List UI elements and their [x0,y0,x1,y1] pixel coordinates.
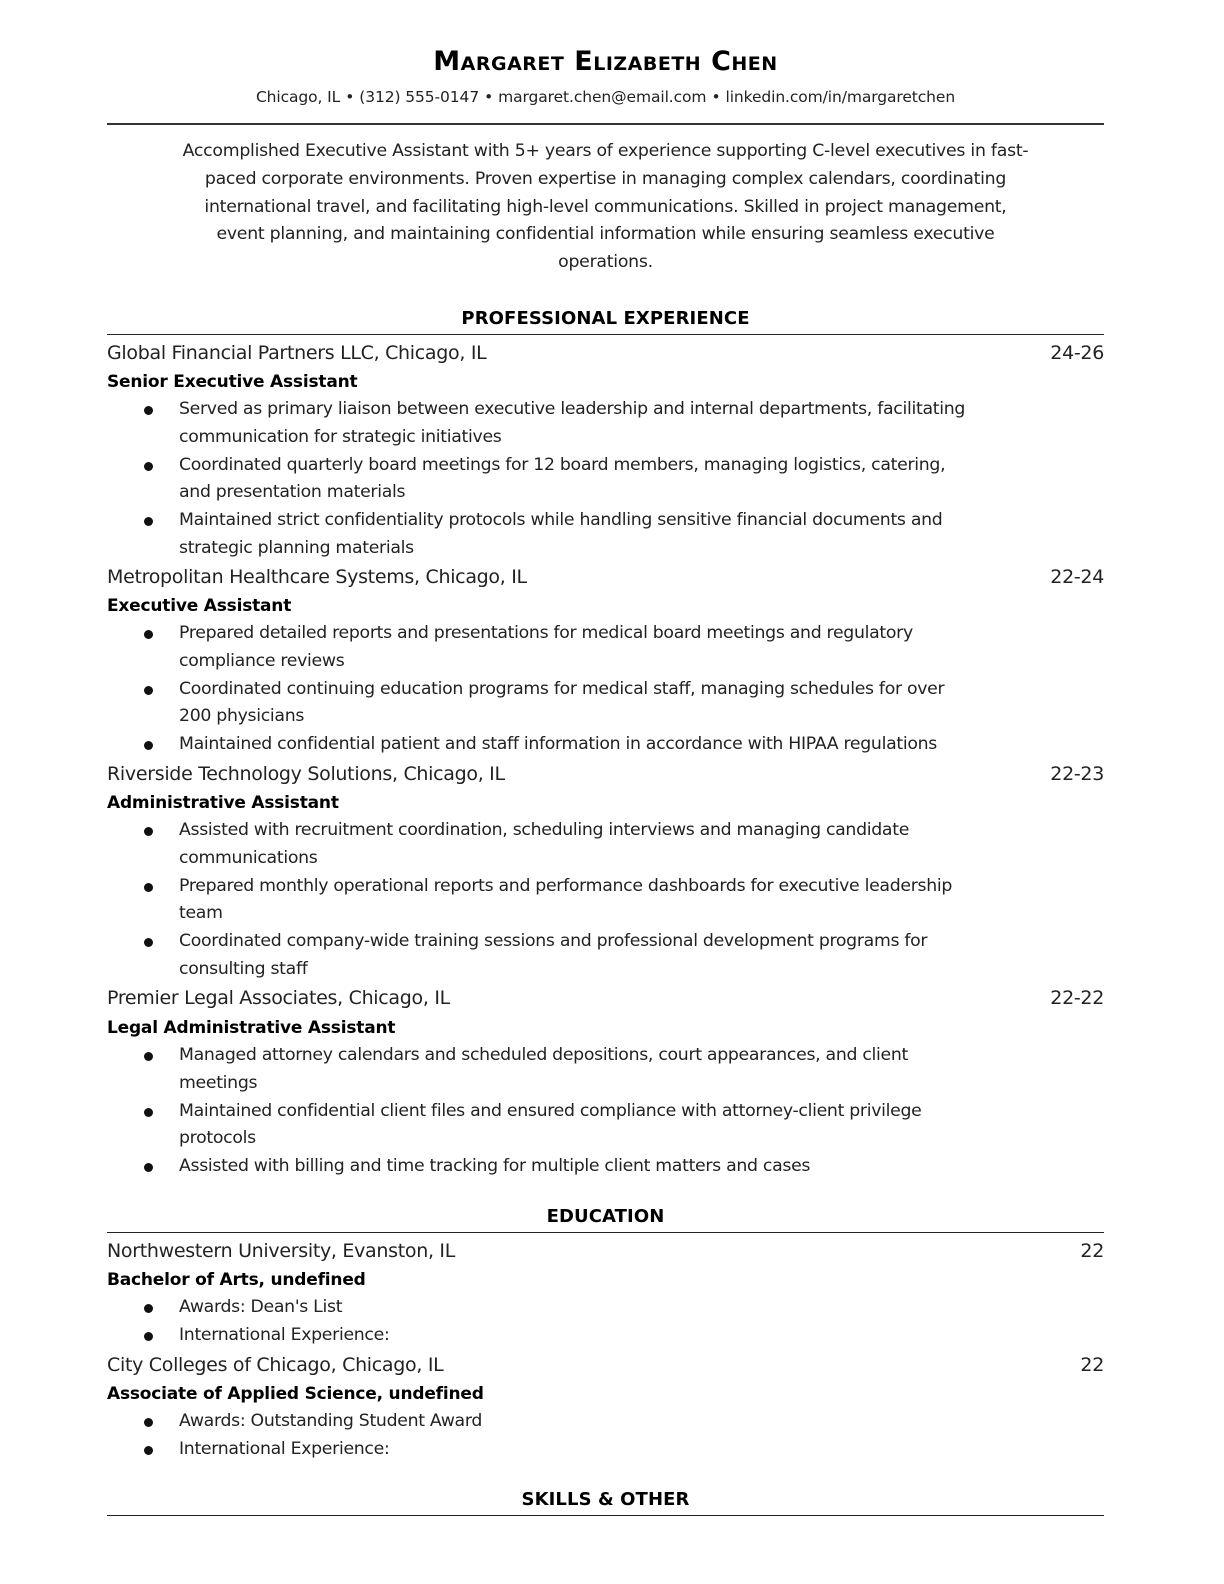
section-divider [107,1232,1104,1233]
bullet-list [107,620,1104,759]
contact-phone: (312) 555-0147 [359,88,480,106]
employer: Metropolitan Healthcare Systems, Chicago, IL [107,566,527,588]
bullet-icon [144,938,153,947]
experience-entry-header [107,339,1104,367]
summary-line: international travel, and facilitating high-level communications. Skilled in project management, [204,196,1007,217]
experience-entry-header [107,984,1104,1012]
list-item: Served as primary liaison between executive leadership and internal departments, facilitating communication for strategic initiatives [107,396,1104,452]
graduation-year: 22 [1080,1240,1104,1262]
list-item: Coordinated company-wide training sessions and professional development programs for consulting staff [107,928,1104,984]
candidate-name: Margaret Elizabeth Chen [433,46,778,77]
list-item: Managed attorney calendars and scheduled depositions, court appearances, and client meetings [107,1042,1104,1098]
list-item: Assisted with billing and time tracking for multiple client matters and cases [107,1153,1104,1181]
list-item: International Experience: [107,1322,1104,1350]
bullet-icon [144,1418,153,1427]
experience-entry-header [107,760,1104,788]
date-range: 22-24 [1050,566,1104,588]
date-range: 22-22 [1050,987,1104,1009]
bullet-icon [144,1332,153,1341]
list-item: International Experience: [107,1436,1104,1464]
bullet-icon [144,406,153,415]
bullet-icon [144,827,153,836]
school: Northwestern University, Evanston, IL [107,1240,456,1262]
list-item: Maintained strict confidentiality protocols while handling sensitive financial documents and strategic planning materials [107,507,1104,563]
list-item: Awards: Outstanding Student Award [107,1408,1104,1436]
bullet-icon [144,1052,153,1061]
list-item: Coordinated continuing education programs for medical staff, managing schedules for over 200 physicians [107,676,1104,732]
list-item: Maintained confidential patient and staff information in accordance with HIPAA regulations [107,731,1104,759]
bullet-icon [144,1108,153,1117]
section-title-skills: SKILLS & OTHER [521,1489,690,1510]
bullet-icon [144,462,153,471]
list-item: Maintained confidential client files and ensured compliance with attorney-client privilege protocols [107,1098,1104,1154]
experience-entry-header [107,563,1104,591]
professional-summary [103,138,1108,277]
section-divider [107,1515,1104,1516]
separator-dot: • [484,88,494,106]
date-range: 24-26 [1050,342,1104,364]
bullet-icon [144,1446,153,1455]
graduation-year: 22 [1080,1354,1104,1376]
list-item: Awards: Dean's List [107,1294,1104,1322]
contact-location: Chicago, IL [255,88,341,106]
bullet-icon [144,686,153,695]
education-entry-header [107,1351,1104,1379]
summary-line: paced corporate environments. Proven expertise in managing complex calendars, coordinating [204,168,1007,189]
bullet-icon [144,1304,153,1313]
degree: Bachelor of Arts, undefined [107,1270,366,1290]
bullet-icon [144,630,153,639]
bullet-list [107,1042,1104,1181]
employer: Premier Legal Associates, Chicago, IL [107,987,450,1009]
bullet-icon [144,517,153,526]
bullet-icon [144,883,153,892]
job-title: Senior Executive Assistant [107,372,358,392]
education-entry-header [107,1237,1104,1265]
list-item: Assisted with recruitment coordination, scheduling interviews and managing candidate communications [107,817,1104,873]
bullet-list [107,1294,1104,1350]
section-title-experience: PROFESSIONAL EXPERIENCE [461,308,750,329]
job-title: Administrative Assistant [107,793,339,813]
employer: Riverside Technology Solutions, Chicago, IL [107,763,505,785]
contact-line [107,86,1104,108]
degree: Associate of Applied Science, undefined [107,1384,484,1404]
section-divider [107,334,1104,335]
date-range: 22-23 [1050,763,1104,785]
contact-linkedin[interactable]: linkedin.com/in/margaretchen [725,88,956,106]
separator-dot: • [345,88,355,106]
header-divider [107,123,1104,125]
section-title-education: EDUCATION [546,1206,665,1227]
bullet-list [107,817,1104,984]
job-title: Legal Administrative Assistant [107,1018,396,1038]
bullet-list [107,396,1104,563]
school: City Colleges of Chicago, Chicago, IL [107,1354,444,1376]
separator-dot: • [711,88,721,106]
summary-line: event planning, and maintaining confidential information while ensuring seamless executive [216,224,995,245]
list-item: Prepared monthly operational reports and performance dashboards for executive leadership team [107,873,1104,929]
summary-line: Accomplished Executive Assistant with 5+ years of experience supporting C-level executives in fast- [182,141,1029,161]
job-title: Executive Assistant [107,596,292,616]
list-item: Coordinated quarterly board meetings for 12 board members, managing logistics, catering, and presentation materials [107,452,1104,508]
bullet-list [107,1408,1104,1464]
contact-email[interactable]: margaret.chen@email.com [498,88,707,106]
bullet-icon [144,1163,153,1172]
employer: Global Financial Partners LLC, Chicago, IL [107,342,487,364]
summary-line: operations. [558,252,653,273]
list-item: Prepared detailed reports and presentations for medical board meetings and regulatory compliance reviews [107,620,1104,676]
bullet-icon [144,741,153,750]
